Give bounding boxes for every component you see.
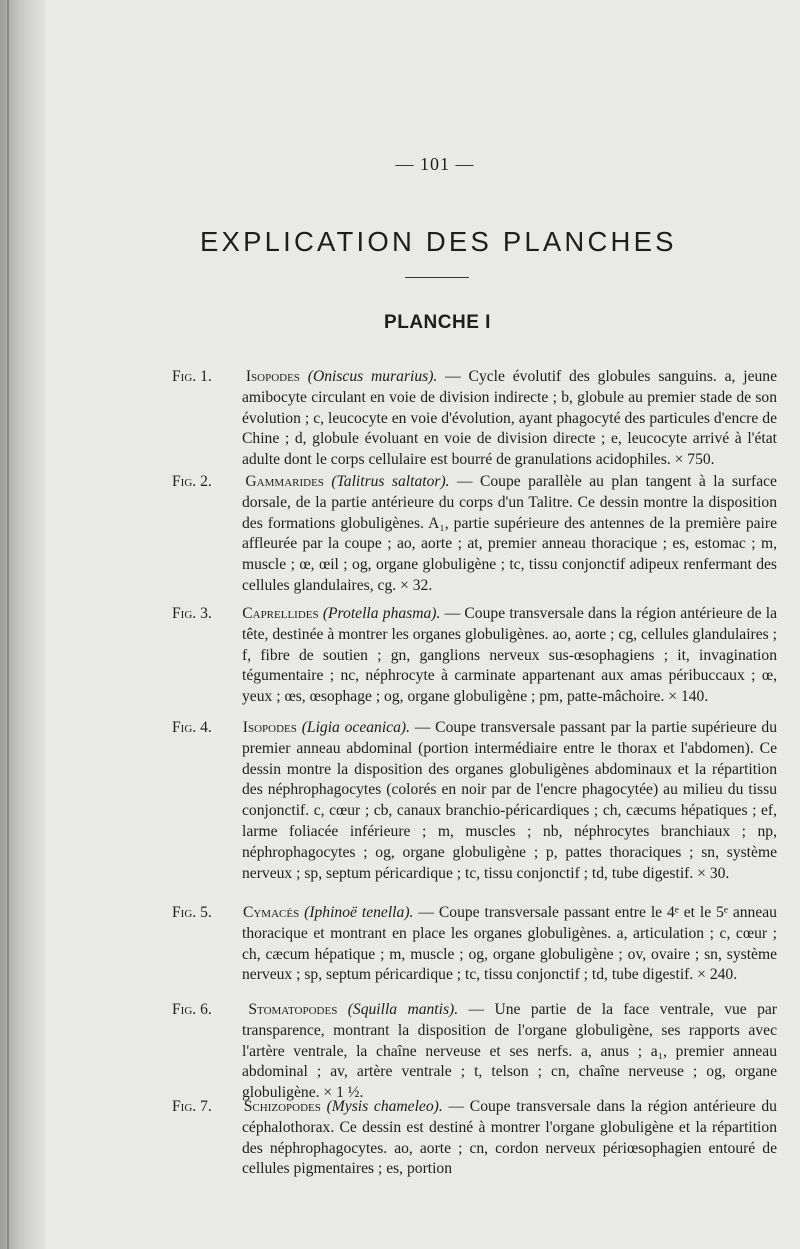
figure-species: (Oniscus murarius).	[307, 368, 438, 385]
figure-group: Isopodes	[242, 719, 297, 736]
figure-caption-6	[172, 1000, 777, 1104]
figure-caption-2	[172, 472, 777, 597]
figure-label: Fig. 3.	[172, 605, 212, 622]
main-title: EXPLICATION DES PLANCHES	[200, 226, 677, 257]
figure-species: (Squilla mantis).	[347, 1001, 459, 1018]
figure-caption-1	[172, 367, 777, 471]
title-rule	[405, 277, 469, 278]
figure-caption-5	[172, 903, 777, 986]
figure-text: — Coupe transversale dans la région antérieure de la tête, destinée à montrer les organes globuligènes. ao, aorte ; cg, cellules glandulaires ; f, fibre de soutien ; gn, ganglions nerveux sus-œsophagiens ; it, invagination tégumentaire ; nc, néphrocyte à carminate appartenant aux amas péribuccaux ; œ, yeux ; œs, œsophage ; og, organe globuligène ; pm, patte-mâchoire. × 140.	[242, 605, 778, 706]
figure-text: — Coupe transversale passant par la partie supérieure du premier anneau abdominal (portion intermédiaire entre le thorax et l'abdomen). Ce dessin montre la disposition des organes globuligènes abdominaux et la répartition des néphrophagocytes (colorés en noir par de l'encre phagocytée) au milieu du tissu conjonctif. c, cœur ; cb, canaux branchio-péricardiques ; ch, cæcums hépatiques ; ef, larme foliacée inférieure ; m, muscles ; nb, néphrocytes branchiaux ; np, néphrophagocytes ; og, organe globuligène ; p, pattes thoraciques ; sn, système nerveux ; sp, septum péricardique ; tc, tissu conjonctif ; td, tube digestif. × 30.	[242, 719, 777, 882]
figure-group: Stomatopodes	[248, 1001, 338, 1018]
figure-text: — Coupe transversale passant entre le 4ᵉ et le 5ᵉ anneau thoracique et montrant en place les organes globuligènes. a, articulation ; c, cœur ; ch, cæcum hépatique ; m, muscle ; og, organe globuligène ; ov, ovaire ; sn, système nerveux ; sp, septum péricardique ; tc, tissu conjonctif ; td, tube digestif. × 240.	[242, 904, 777, 984]
figure-text: — Coupe transversale dans la région antérieure du céphalothorax. Ce dessin est destiné à montrer l'organe globuligène et la répartition des néphrophagocytes. ao, aorte ; cn, cordon nerveux périœsophagien entouré de cellules pigmentaires ; es, portion	[242, 1098, 777, 1178]
figure-group: Caprellides	[242, 605, 319, 622]
figure-text: — Cycle évolutif des globules sanguins. a, jeune amibocyte circulant en voie de division indirecte ; b, globule au premier stade de son évolution ; c, leucocyte en voie d'évolution, ayant phagocyté des particules d'encre de Chine ; d, globule évoluant en voie de division directe ; e, leucocyte arrivé à l'état adulte dont le corps cellulaire est bourré de granulations acidophiles. × 750.	[242, 368, 778, 469]
figure-label: Fig. 1.	[172, 368, 212, 385]
figure-species: (Talitrus saltator).	[331, 473, 450, 490]
page-number: — 101 —	[395, 154, 475, 174]
figure-species: (Protella phasma).	[322, 605, 441, 622]
figure-species: (Mysis chameleo).	[326, 1098, 443, 1115]
figure-label: Fig. 5.	[172, 904, 212, 921]
figure-group: Gammarides	[245, 473, 324, 490]
figure-caption-7	[172, 1097, 777, 1180]
figure-group: Cymacés	[242, 904, 300, 921]
figure-label: Fig. 4.	[172, 719, 212, 736]
figure-text: — Coupe parallèle au plan tangent à la surface dorsale, de la partie antérieure du corps d'un Talitre. Ce dessin montre la disposition des formations globuligènes. A₁, partie supérieure des antennes de la première paire affleurée par la coupe ; ao, aorte ; at, premier anneau thoracique ; es, estomac ; m, muscle ; œ, œil ; og, organe globuligène ; tc, tissu conjonctif adipeux renfermant des cellules glandulaires, cg. × 32.	[242, 473, 777, 594]
binding-edge	[7, 0, 9, 1249]
figure-group: Isopodes	[245, 368, 300, 385]
plate-title: PLANCHE I	[384, 312, 491, 333]
figure-label: Fig. 6.	[172, 1001, 212, 1018]
figure-species: (Iphinoë tenella).	[304, 904, 414, 921]
figure-label: Fig. 7.	[172, 1098, 212, 1115]
figure-text: — Une partie de la face ventrale, vue par transparence, montrant la disposition de l'organe globuligène, ses rapports avec l'artère ventrale, la chaîne nerveuse et ses nerfs. a, anus ; a₁, premier anneau abdominal ; av, artère ventrale ; t, telson ; cn, chaîne nerveuse ; og, organe globuligène. × 1 ½.	[242, 1001, 777, 1102]
figure-label: Fig. 2.	[172, 473, 212, 490]
figure-species: (Ligia oceanica).	[301, 719, 410, 736]
figure-caption-4	[172, 718, 777, 884]
figure-group: Schizopodes	[243, 1098, 321, 1115]
figure-caption-3	[172, 604, 777, 708]
